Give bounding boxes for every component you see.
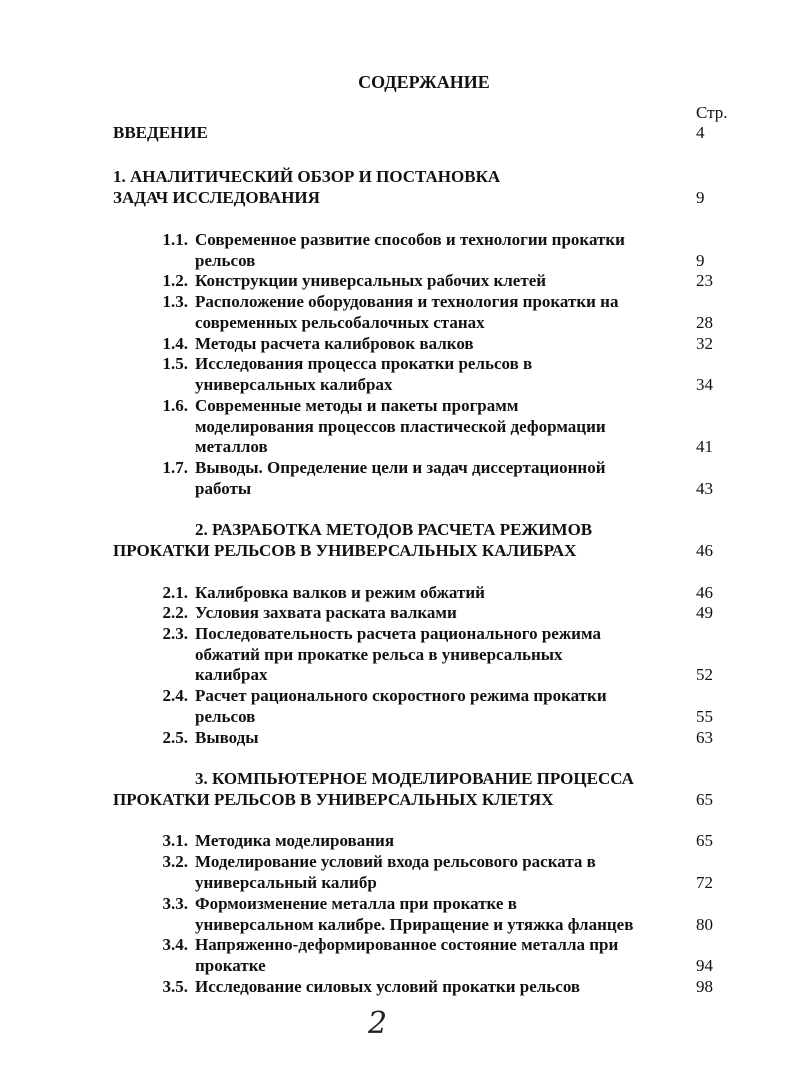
toc-entry-title: Формоизменение металла при прокатке в (195, 894, 517, 913)
toc-line (0, 872, 795, 893)
toc-entry-title: Напряженно-деформированное состояние металла при (195, 935, 619, 954)
toc-line (0, 333, 795, 354)
toc-section-number: 3.5. (162, 977, 188, 996)
toc-entry-title: универсальных калибрах (195, 375, 393, 394)
toc-line (0, 914, 795, 935)
toc-line (0, 602, 795, 623)
toc-section-number: 1.7. (162, 458, 188, 477)
toc-page-number: 46 (696, 583, 713, 602)
toc-page-number: 23 (696, 271, 713, 290)
toc-line (0, 976, 795, 997)
toc-entry-title: Методика моделирования (195, 831, 395, 850)
toc-page-number: 9 (696, 188, 705, 207)
toc-entry-title: Методы расчета калибровок валков (195, 334, 474, 353)
toc-page-number: 28 (696, 313, 713, 332)
toc-page-number: 41 (696, 437, 713, 456)
toc-section-number: 2.5. (162, 728, 188, 747)
toc-entry-title: Расположение оборудования и технология прокатки на (195, 292, 619, 311)
toc-entry-title: Выводы. Определение цели и задач диссертационной (195, 458, 606, 477)
toc-line (0, 789, 795, 810)
toc-section-number: 1.6. (162, 396, 188, 415)
toc-entry-title: 1. АНАЛИТИЧЕСКИЙ ОБЗОР И ПОСТАНОВКА (113, 167, 501, 186)
toc-page-number: 34 (696, 375, 713, 394)
toc-entry-title: Выводы (195, 728, 259, 747)
toc-line (0, 353, 795, 374)
toc-section-number: 1.3. (162, 292, 188, 311)
page-title: СОДЕРЖАНИЕ (358, 72, 490, 92)
toc-line (0, 187, 795, 208)
toc-page-number: 65 (696, 790, 713, 809)
toc-page-number: 63 (696, 728, 713, 747)
toc-entry-title: современных рельсобалочных станах (195, 313, 485, 332)
toc-line (0, 934, 795, 955)
toc-page-number: 80 (696, 915, 713, 934)
toc-line (0, 851, 795, 872)
toc-line (0, 540, 795, 561)
toc-entry-title: Современные методы и пакеты программ (195, 396, 519, 415)
toc-line (0, 291, 795, 312)
toc-line (0, 250, 795, 271)
toc-line (0, 519, 795, 540)
toc-line (0, 955, 795, 976)
toc-line (0, 830, 795, 851)
toc-entry-title: универсальном калибре. Приращение и утяжка фланцев (195, 915, 634, 934)
toc-section-number: 3.1. (162, 831, 188, 850)
toc-entry-title: ВВЕДЕНИЕ (113, 123, 208, 142)
toc-section-number: 3.2. (162, 852, 188, 871)
toc-entry-title: Конструкции универсальных рабочих клетей (195, 271, 547, 290)
toc-line (0, 374, 795, 395)
toc-entry-title: универсальный калибр (195, 873, 377, 892)
toc-line (0, 122, 795, 143)
toc-entry-title: ЗАДАЧ ИССЛЕДОВАНИЯ (113, 188, 320, 207)
toc-line (0, 457, 795, 478)
toc-line (0, 706, 795, 727)
toc-entry-title: Исследования процесса прокатки рельсов в (195, 354, 533, 373)
toc-section-number: 2.3. (162, 624, 188, 643)
toc-page-number: 4 (696, 123, 705, 142)
toc-line (0, 685, 795, 706)
toc-entry-title: прокатке (195, 956, 266, 975)
toc-entry-title: работы (195, 479, 252, 498)
toc-page-number: 72 (696, 873, 713, 892)
toc-entry-title: Моделирование условий входа рельсового раската в (195, 852, 596, 871)
toc-line (0, 893, 795, 914)
toc-line (0, 644, 795, 665)
toc-entry-title: металлов (195, 437, 268, 456)
toc-entry-title: 3. КОМПЬЮТЕРНОЕ МОДЕЛИРОВАНИЕ ПРОЦЕССА (195, 769, 634, 788)
toc-section-number: 2.4. (162, 686, 188, 705)
toc-line (0, 395, 795, 416)
toc-entry-title: Исследование силовых условий прокатки рельсов (195, 977, 581, 996)
toc-line (0, 166, 795, 187)
toc-line (0, 768, 795, 789)
toc-line (0, 436, 795, 457)
toc-section-number: 1.5. (162, 354, 188, 373)
toc-section-number: 1.2. (162, 271, 188, 290)
toc-page-number: 9 (696, 251, 705, 270)
toc-section-number: 3.4. (162, 935, 188, 954)
toc-entry-title: Условия захвата раската валками (195, 603, 457, 622)
toc-page-number: 32 (696, 334, 713, 353)
toc-entry-title: Калибровка валков и режим обжатий (195, 583, 485, 602)
toc-line (0, 270, 795, 291)
toc-section-number: 3.3. (162, 894, 188, 913)
toc-page-number: 43 (696, 479, 713, 498)
handwritten-page-number: 2 (368, 1006, 388, 1041)
toc-line (0, 623, 795, 644)
toc-page-number: 65 (696, 831, 713, 850)
toc-section-number: 2.2. (162, 603, 188, 622)
toc-entry-title: ПРОКАТКИ РЕЛЬСОВ В УНИВЕРСАЛЬНЫХ КЛЕТЯХ (113, 790, 554, 809)
toc-line (0, 312, 795, 333)
toc-page-number: 55 (696, 707, 713, 726)
toc-entry-title: калибрах (195, 665, 268, 684)
toc-line (0, 229, 795, 250)
toc-section-number: 1.4. (162, 334, 188, 353)
toc-section-number: 2.1. (162, 583, 188, 602)
toc-page-number: 46 (696, 541, 713, 560)
toc-page-number: 94 (696, 956, 713, 975)
toc-line (0, 727, 795, 748)
toc-line (0, 478, 795, 499)
toc-line (0, 582, 795, 603)
toc-entry-title: моделирования процессов пластической деформации (195, 417, 606, 436)
page-column-header: Стр. (696, 103, 728, 122)
toc-page-number: 52 (696, 665, 713, 684)
toc-entry-title: рельсов (195, 251, 256, 270)
toc-entry-title: Расчет рационального скоростного режима прокатки (195, 686, 607, 705)
toc-entry-title: 2. РАЗРАБОТКА МЕТОДОВ РАСЧЕТА РЕЖИМОВ (195, 520, 593, 539)
toc-section-number: 1.1. (162, 230, 188, 249)
toc-page-number: 49 (696, 603, 713, 622)
toc-line (0, 664, 795, 685)
toc-entry-title: рельсов (195, 707, 256, 726)
toc-line (0, 416, 795, 437)
toc-page-number: 98 (696, 977, 713, 996)
toc-entry-title: Последовательность расчета рационального режима (195, 624, 601, 643)
toc-entry-title: ПРОКАТКИ РЕЛЬСОВ В УНИВЕРСАЛЬНЫХ КАЛИБРАХ (113, 541, 577, 560)
toc-entry-title: обжатий при прокатке рельса в универсальных (195, 645, 563, 664)
toc-entry-title: Современное развитие способов и технологии прокатки (195, 230, 625, 249)
